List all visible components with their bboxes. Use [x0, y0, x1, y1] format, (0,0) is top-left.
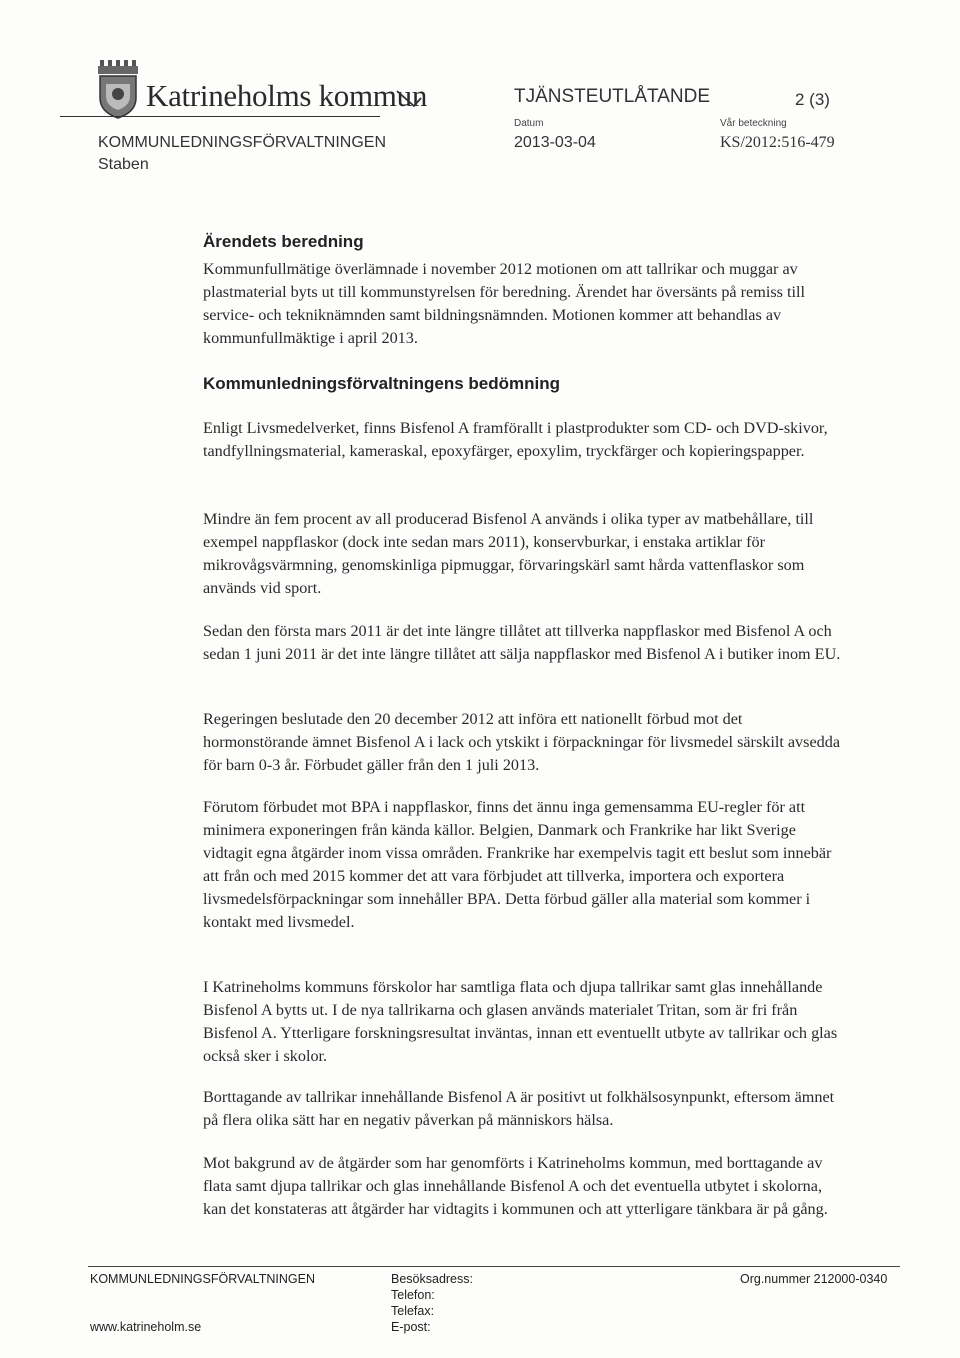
- municipal-crest-icon: [96, 60, 140, 120]
- footer-phone-label: Telefon:: [391, 1288, 435, 1302]
- footer-department: KOMMUNLEDNINGSFÖRVALTNINGEN: [90, 1272, 316, 1286]
- paragraph: Sedan den första mars 2011 är det inte längre tillåtet att tillverka nappflaskor med Bisfenol A och sedan 1 juni 2011 är det inte längre tillåtet att sälja nappflaskor med Bisfenol A i butiker inom EU.: [203, 622, 841, 663]
- paragraph: Borttagande av tallrikar innehållande Bisfenol A är positivt ut folkhälsosynpunkt, eftersom ämnet på flera olika sätt har en negativ påverkan på människors hälsa.: [203, 1088, 835, 1129]
- logo-swoosh: [396, 90, 422, 108]
- footer-email-label: E-post:: [391, 1320, 431, 1334]
- footer-divider: [88, 1266, 900, 1267]
- footer-visiting-address-label: Besöksadress:: [391, 1272, 473, 1286]
- logo-underline: [60, 116, 380, 117]
- section-heading-assessment: Kommunledningsförvaltningens bedömning: [203, 374, 560, 393]
- footer-website-link[interactable]: www.katrineholm.se: [90, 1320, 202, 1334]
- paragraph: Enligt Livsmedelverket, finns Bisfenol A framförallt i plastprodukter som CD- och DVD-skivor, tandfyllningsmaterial, kameraskal, epoxyfärger, epoxylim, tryckfärger och kopieringspapper.: [203, 419, 828, 460]
- reference-number: KS/2012:516-479: [720, 134, 835, 151]
- paragraph: Mindre än fem procent av all producerad Bisfenol A används i olika typer av matbehållare, till exempel nappflaskor (dock inte sedan mars 2011), konservburkar, i enstaka artiklar för mikrovågsvärmning, genomskinliga pipmuggar, förvaringskärl samt hårda vattenflaskor som används vid sport.: [203, 510, 814, 597]
- date-label: Datum: [514, 118, 544, 129]
- paragraph: Förutom förbudet mot BPA i nappflaskor, finns det ännu inga gemensamma EU-regler för att minimera exponeringen från kända källor. Belgien, Danmark och Frankrike har likt Sverige vidtagit egna åtgärder inom vissa områden. Frankrike har exempelvis tagit ett beslut som innebär att från och med 2015 kommer det att vara förbjudet att tillverka, importera och exportera livsmedelsförpackningar som innehåller BPA. Detta förbud gäller alla material som kommer i kontakt med livsmedel.: [203, 798, 832, 931]
- logo-text: Katrineholms kommun: [146, 78, 428, 113]
- footer-org-number: Org.nummer 212000-0340: [740, 1272, 888, 1286]
- section-heading-preparation: Ärendets beredning: [203, 232, 364, 251]
- department-name: KOMMUNLEDNINGSFÖRVALTNINGEN: [98, 134, 387, 151]
- document-date: 2013-03-04: [514, 134, 596, 151]
- page-number: 2 (3): [795, 90, 830, 109]
- document-type: TJÄNSTEUTLÅTANDE: [514, 86, 711, 107]
- unit-name: Staben: [98, 156, 149, 173]
- footer-fax-label: Telefax:: [391, 1304, 435, 1318]
- paragraph: Mot bakgrund av de åtgärder som har genomförts i Katrineholms kommun, med borttagande av flata samt djupa tallrikar och glas innehållande Bisfenol A och det eventuella utbytet i skolorna, kan det konstateras att åtgärder har vidtagits i kommunen och att ytterligare tänkbara är på gång.: [203, 1154, 828, 1218]
- paragraph-preparation: Kommunfullmätige överlämnade i november 2012 motionen om att tallrikar och muggar av plastmaterial byts ut till kommunstyrelsen för beredning. Ärendet har översänts på remiss till service- och tekniknämnden samt bildningsnämnden. Motionen kommer att behandlas av kommunfullmäktige i april 2013.: [203, 260, 805, 347]
- paragraph: Regeringen beslutade den 20 december 2012 att införa ett nationellt förbud mot det hormonstörande ämnet Bisfenol A i lack och ytskikt i förpackningar för livsmedel särskilt avsedda för barn 0-3 år. Förbudet gäller från den 1 juli 2013.: [203, 710, 841, 774]
- reference-label: Vår beteckning: [720, 118, 787, 129]
- paragraph: I Katrineholms kommuns förskolor har samtliga flata och djupa tallrikar samt glas innehållande Bisfenol A bytts ut. I de nya tallrikarna och glasen används materialet Tritan, som är fri från Bisfenol A. Ytterligare forskningsresultat inväntas, innan ett eventuellt utbyte av tallrikar och glas också sker i skolor.: [203, 978, 838, 1065]
